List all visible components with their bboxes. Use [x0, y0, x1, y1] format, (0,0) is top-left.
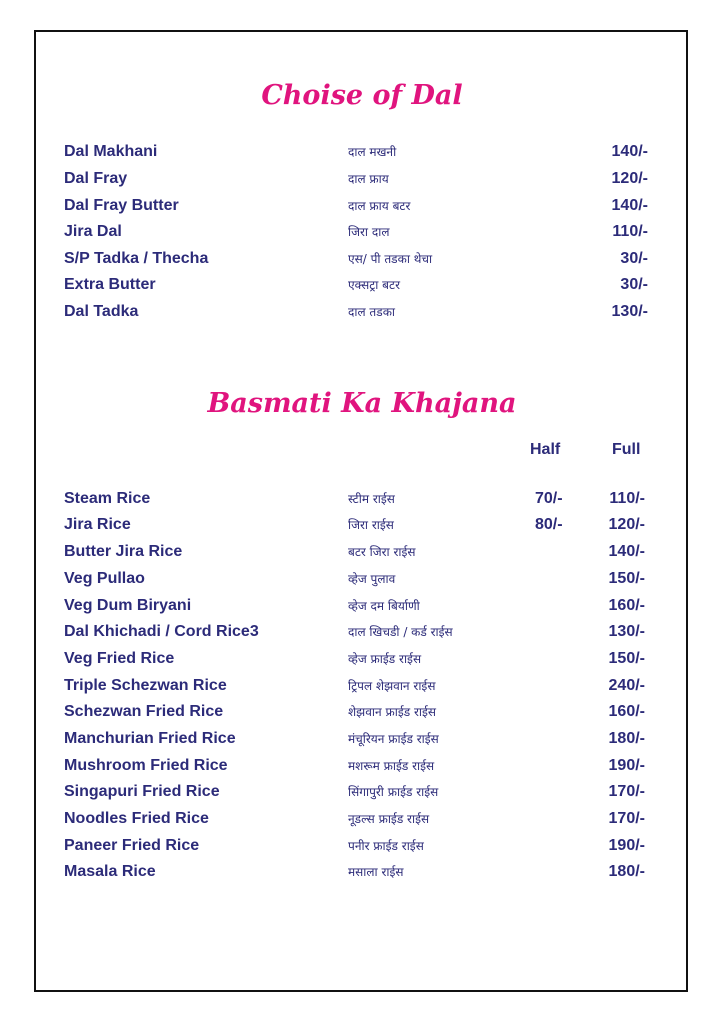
item-name-hindi: व्हेज दम बिर्याणी	[348, 599, 420, 613]
menu-item	[0, 248, 724, 270]
menu-item	[0, 675, 724, 697]
menu-item	[0, 141, 724, 163]
menu-item	[0, 274, 724, 296]
item-name: Dal Khichadi / Cord Rice3	[64, 623, 259, 640]
item-full-price: 170/-	[608, 810, 645, 827]
menu-item	[0, 728, 724, 750]
item-name: Dal Tadka	[64, 303, 139, 320]
item-name: Steam Rice	[64, 490, 151, 507]
item-name: Schezwan Fried Rice	[64, 703, 224, 720]
item-name: Dal Fray Butter	[64, 197, 179, 214]
menu-item	[0, 195, 724, 217]
item-full-price: 150/-	[608, 570, 645, 587]
item-name-hindi: जिरा दाल	[348, 225, 390, 239]
menu-item	[0, 488, 724, 510]
menu-item	[0, 568, 724, 590]
menu-item	[0, 861, 724, 883]
menu-item	[0, 755, 724, 777]
half-column-header: Half	[530, 441, 561, 458]
item-full-price: 130/-	[608, 623, 645, 640]
item-name-hindi: बटर जिरा राईस	[348, 545, 416, 559]
item-name-hindi: मशरूम फ्राईड राईस	[348, 759, 435, 773]
item-name-hindi: व्हेज पुलाव	[348, 572, 396, 586]
item-name: Extra Butter	[64, 276, 156, 293]
menu-item	[0, 621, 724, 643]
item-name-hindi: जिरा राईस	[348, 518, 394, 532]
item-full-price: 160/-	[608, 597, 645, 614]
item-name: Jira Dal	[64, 223, 122, 240]
item-name-hindi: शेझवान फ्राईड राईस	[348, 705, 436, 719]
menu-item	[0, 301, 724, 323]
item-price: 140/-	[611, 143, 648, 160]
item-name: S/P Tadka / Thecha	[64, 250, 209, 267]
item-name: Butter Jira Rice	[64, 543, 183, 560]
item-half-price: 80/-	[535, 516, 563, 533]
item-full-price: 190/-	[608, 837, 645, 854]
item-name: Jira Rice	[64, 516, 131, 533]
item-name: Singapuri Fried Rice	[64, 783, 220, 800]
item-price: 140/-	[611, 197, 648, 214]
item-name-hindi: दाल मखनी	[348, 145, 397, 159]
item-name-hindi: दाल खिचडी / कर्ड राईस	[348, 625, 453, 639]
item-name-hindi: दाल फ्राय	[348, 172, 389, 186]
item-price: 30/-	[620, 250, 648, 267]
item-full-price: 180/-	[608, 730, 645, 747]
item-price: 120/-	[611, 170, 648, 187]
item-name: Noodles Fried Rice	[64, 810, 209, 827]
item-name-hindi: दाल फ्राय बटर	[348, 199, 411, 213]
rice-section-title: Basmati Ka Khajana	[207, 388, 517, 419]
item-full-price: 140/-	[608, 543, 645, 560]
item-full-price: 150/-	[608, 650, 645, 667]
menu-item	[0, 221, 724, 243]
item-name-hindi: सिंगापुरी फ्राईड राईस	[348, 785, 439, 799]
item-name: Veg Pullao	[64, 570, 145, 587]
full-column-header: Full	[612, 441, 641, 458]
item-name: Veg Dum Biryani	[64, 597, 192, 614]
item-full-price: 120/-	[608, 516, 645, 533]
item-name-hindi: दाल तडका	[348, 305, 396, 319]
item-name-hindi: एस/ पी तडका थेचा	[348, 252, 433, 266]
menu-item	[0, 514, 724, 536]
item-name-hindi: ट्रिपल शेझवान राईस	[348, 679, 436, 693]
item-name: Triple Schezwan Rice	[64, 677, 227, 694]
item-name-hindi: मंचूरियन फ्राईड राईस	[348, 732, 439, 746]
menu-item	[0, 648, 724, 670]
item-full-price: 160/-	[608, 703, 645, 720]
item-name: Paneer Fried Rice	[64, 837, 200, 854]
item-full-price: 240/-	[608, 677, 645, 694]
item-full-price: 110/-	[609, 490, 645, 507]
item-name-hindi: पनीर फ्राईड राईस	[348, 839, 424, 853]
item-price: 130/-	[611, 303, 648, 320]
item-full-price: 190/-	[608, 757, 645, 774]
item-price: 110/-	[612, 223, 648, 240]
item-name: Dal Makhani	[64, 143, 158, 160]
item-name-hindi: स्टीम राईस	[348, 492, 395, 506]
menu-item	[0, 595, 724, 617]
item-name: Manchurian Fried Rice	[64, 730, 236, 747]
item-half-price: 70/-	[535, 490, 563, 507]
item-name: Veg Fried Rice	[64, 650, 175, 667]
menu-item	[0, 701, 724, 723]
menu-item	[0, 168, 724, 190]
item-name-hindi: नूडल्स फ्राईड राईस	[348, 812, 430, 826]
item-name-hindi: एक्सट्रा बटर	[348, 278, 400, 292]
item-name-hindi: व्हेज फ्राईड राईस	[348, 652, 422, 666]
item-name: Masala Rice	[64, 863, 156, 880]
item-full-price: 180/-	[608, 863, 645, 880]
item-price: 30/-	[620, 276, 648, 293]
menu-item	[0, 835, 724, 857]
dal-section-title: Choise of Dal	[261, 80, 463, 111]
item-name: Dal Fray	[64, 170, 128, 187]
item-full-price: 170/-	[608, 783, 645, 800]
item-name-hindi: मसाला राईस	[348, 865, 404, 879]
menu-item	[0, 541, 724, 563]
menu-item	[0, 781, 724, 803]
item-name: Mushroom Fried Rice	[64, 757, 228, 774]
menu-item	[0, 808, 724, 830]
